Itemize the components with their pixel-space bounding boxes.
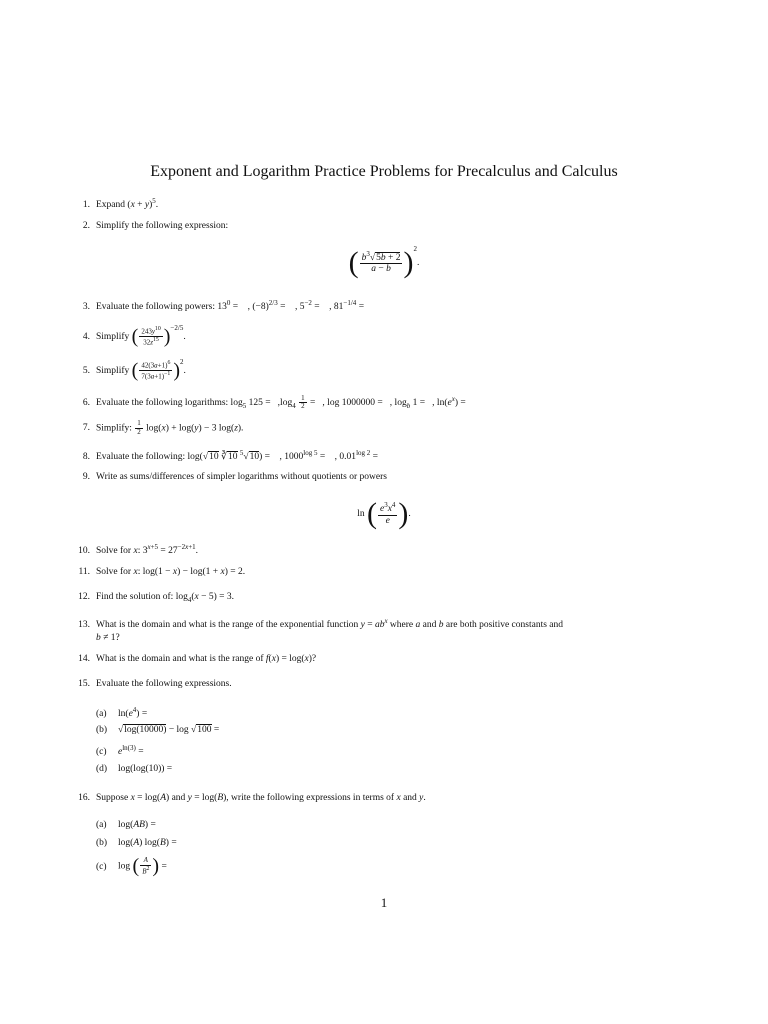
problem-7: 7. Simplify: $\frac{1}{2}$ log(x) + log(y) − 3 log(z).: [82, 419, 244, 436]
problem-1: 1. Expand $(x + y)^5$.: [82, 197, 159, 211]
problem-11: 11. Solve for x: log(1 − x) − log(1 + x) = 2.: [78, 567, 246, 577]
problem-16a: (a) log(AB) =: [96, 820, 156, 830]
page-title: Exponent and Logarithm Practice Problems for Precalculus and Calculus: [150, 163, 618, 180]
problem-15c: (c) $e^{ln(3)}$ =: [96, 744, 144, 758]
problem-16: 16. Suppose x = log(A) and y = log(B), write the following expressions in terms of x and y.: [78, 793, 426, 803]
problem-9: 9. Write as sums/differences of simpler logarithms without quotients or powers: [82, 472, 387, 482]
problem-2-expression: ( $\frac{b^3√5b + 2}{a - b}$ )$^2$.: [348, 245, 420, 279]
problem-6: 6. Evaluate the following logarithms: $\log_5 125 = ,\log_4$ $\frac{1}{2}$ = , log 1000000 = , $\log_b 1$ = , $\ln(e^x)$ =: [82, 393, 466, 411]
problem-15b: (b) √log(10000) − log √100 =: [96, 725, 220, 735]
problem-15a: (a) $\ln(e^4)$ =: [96, 706, 148, 720]
problem-12: 12. Find the solution of: $\log_4(x - 5) = 3$.: [78, 592, 234, 604]
problem-16b: (b) log(A) log(B) =: [96, 838, 177, 848]
problem-14: 14. What is the domain and what is the range of f(x) = log(x)?: [78, 654, 317, 664]
problem-15: 15. Evaluate the following expressions.: [78, 679, 232, 689]
problem-9-expression: ln ( $\frac{e^3x^4}{e}$ ).: [357, 497, 411, 530]
problem-13: 13. What is the domain and what is the range of the exponential function $y = ab^x$ where a and b are both positive constants and b ≠ 1?: [78, 617, 563, 644]
problem-10: 10. Solve for x: $3^{x+5} = 27^{-2x+1}$.: [78, 543, 199, 557]
problem-2: 2. Simplify the following expression:: [82, 221, 229, 231]
problem-4: 4. Simplify ( $\frac{243y^{10}}{32z^{15}}$ )$^{-2/5}$.: [82, 324, 186, 348]
problem-5: 5. Simplify ( $\frac{42(3a+1)^6}{7(3a+1)^{-1}}$ )$^2$.: [82, 358, 186, 382]
problem-15d: (d) log(log(10)) =: [96, 764, 173, 774]
page-number: 1: [380, 895, 388, 910]
problem-16c: (c) log ( $\frac{A}{B^2}$ ) =: [96, 855, 167, 877]
problem-8: 8. Evaluate the following: log(√10 ∛10 $^5$√10) = , $1000^{log 5}$ = , $0.01^{log 2}$ =: [82, 449, 378, 463]
problem-3: 3. Evaluate the following powers: $13^0$ = , $(-8)^{2/3}$ = , $5^{-2}$ = , $81^{-1/4}$ =: [82, 299, 365, 313]
